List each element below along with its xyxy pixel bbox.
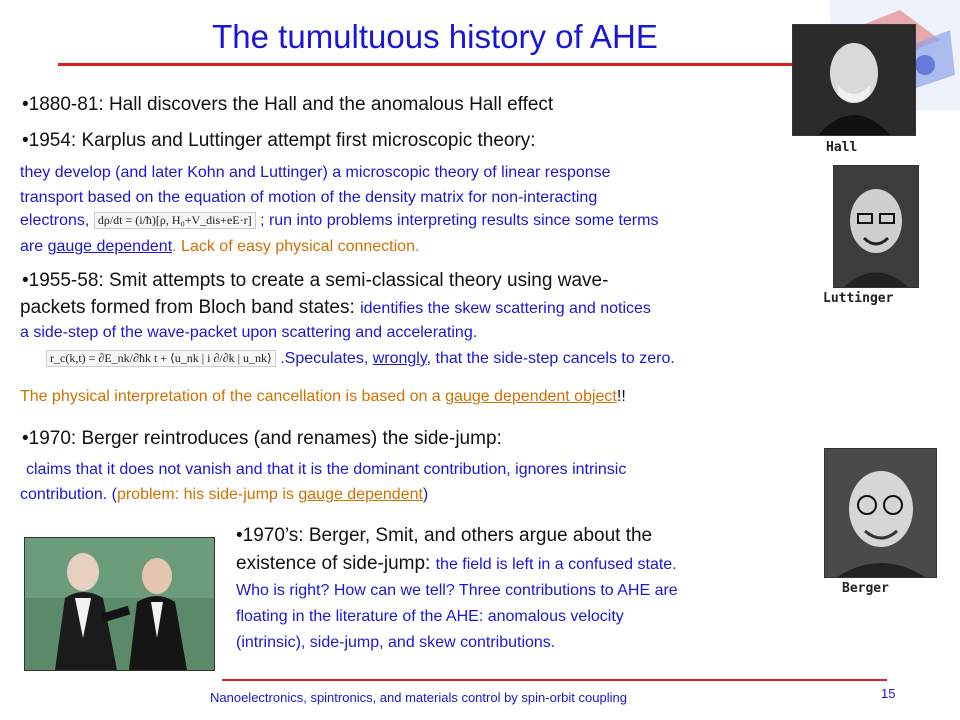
line2-text-b: identifies the skew scattering and notices <box>360 300 651 317</box>
title-divider <box>58 63 818 66</box>
footer-divider <box>222 679 887 681</box>
gauge-dependent-link-1: gauge dependent <box>47 238 173 255</box>
gauge-dependent-link-3: gauge dependent <box>298 486 423 503</box>
density-matrix-equation: dρ/dt = (i/ħ)[ρ, H₀+V_dis+eE·r] <box>94 212 256 229</box>
gauge-dependent-link-2: gauge dependent object <box>445 388 617 405</box>
bullet-1970s-line3: Who is right? How can we tell? Three contributions to AHE are <box>236 582 678 599</box>
bullet-1954-line1: they develop (and later Kohn and Luttinger) a microscopic theory of linear response <box>20 164 611 181</box>
bullet-1954: •1954: Karplus and Luttinger attempt first microscopic theory: <box>22 130 536 151</box>
line2-text-a: packets formed from Bloch band states: <box>20 297 361 318</box>
bullet-1880: •1880-81: Hall discovers the Hall and the anomalous Hall effect <box>22 94 554 115</box>
note-text-b: !! <box>616 388 626 405</box>
line3-text-a: contribution. ( <box>20 486 117 503</box>
line2-text-a: existence of side-jump: <box>236 553 436 574</box>
bullet-1970s-line4: floating in the literature of the AHE: anomalous velocity <box>236 608 624 625</box>
note-text-a: The physical interpretation of the cancellation is based on a <box>20 388 446 405</box>
bullet-1970s-line2 <box>236 553 677 575</box>
bullet-1970: •1970: Berger reintroduces (and renames) the side-jump: <box>22 428 502 449</box>
line2-text-b: the field is left in a confused state. <box>435 556 677 573</box>
bullet-1955-line3: a side-step of the wave-packet upon scattering and accelerating. <box>20 324 478 341</box>
bullet-1970-line2: claims that it does not vanish and that it is the dominant contribution, ignores intrinsic <box>26 461 627 478</box>
berger-caption: Berger <box>842 581 889 596</box>
hall-caption: Hall <box>826 140 858 155</box>
bullet-1970s-line5: (intrinsic), side-jump, and skew contributions. <box>236 634 556 651</box>
line4-text-b: . Lack of easy physical connection. <box>172 238 420 255</box>
luttinger-portrait <box>833 165 919 288</box>
wrongly-link: wrongly <box>372 350 427 367</box>
bullet-1955-line4 <box>46 350 675 368</box>
footer-text: Nanoelectronics, spintronics, and materials control by spin-orbit coupling <box>210 690 627 705</box>
slide-title: The tumultuous history of AHE <box>212 18 658 55</box>
line4-text-a: .Speculates, <box>280 350 373 367</box>
hall-portrait <box>792 24 916 136</box>
bullet-1954-line2: transport based on the equation of motion of the density matrix for non-interacting <box>20 189 598 206</box>
bullet-1954-line3 <box>20 212 658 230</box>
line3-text-b: ; run into problems interpreting results since some terms <box>260 212 659 229</box>
bullet-1970s: •1970’s: Berger, Smit, and others argue about the <box>236 525 653 546</box>
line3-text-b: ) <box>422 486 429 503</box>
line3-text-problem: problem: his side-jump is <box>116 486 299 503</box>
interpretation-note <box>20 388 626 406</box>
bullet-1970-line3 <box>20 486 428 504</box>
bullet-1955-line2 <box>20 297 651 319</box>
arguing-scientists-photo <box>24 537 215 671</box>
berger-portrait <box>824 448 937 578</box>
luttinger-caption: Luttinger <box>823 291 894 306</box>
bullet-1954-line4 <box>20 238 419 256</box>
line3-text-a: electrons, <box>20 212 90 229</box>
bullet-1955: •1955-58: Smit attempts to create a semi-classical theory using wave- <box>22 270 609 291</box>
line4-text-b: , that the side-step cancels to zero. <box>426 350 675 367</box>
page-number: 15 <box>881 686 896 701</box>
wavepacket-equation: r_c(k,t) = ∂E_nk/∂ħk t + ⟨u_nk | i ∂/∂k | u_nk⟩ <box>46 350 276 367</box>
line4-text-a: are <box>20 238 48 255</box>
